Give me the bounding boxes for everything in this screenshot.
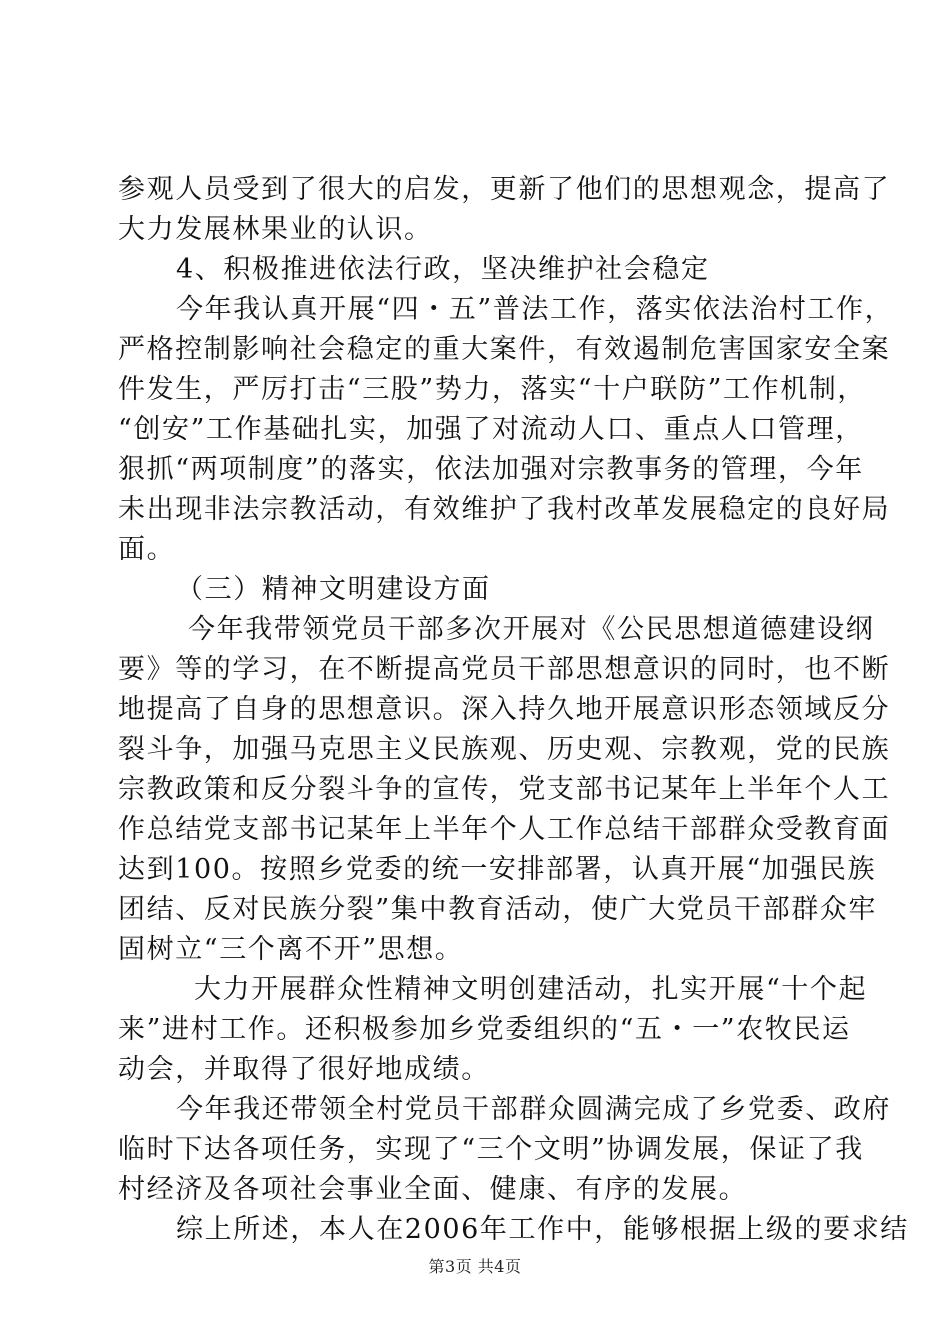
text-line: 动会，并取得了很好地成绩。 [118,1054,490,1085]
text-line: 今年我还带领全村党员干部群众圆满完成了乡党委、政府 [176,1094,891,1125]
text-line: 村经济及各项社会事业全面、健康、有序的发展。 [118,1174,748,1205]
text-line: 未出现非法宗教活动，有效维护了我村改革发展稳定的良好局 [118,494,891,525]
text-line: 严格控制影响社会稳定的重大案件，有效遏制危害国家安全案 [118,334,891,365]
page-number-footer: 第3页 共4页 [428,1257,522,1276]
text-line: 固树立“三个离不开”思想。 [118,934,464,965]
text-line: “创安”工作基础扎实，加强了对流动人口、重点人口管理， [118,414,864,445]
text-line: 件发生，严厉打击“三股”势力，落实“十户联防”工作机制， [118,374,867,405]
text-line: 今年我带领党员干部多次开展对《公民思想道德建设纲 [188,614,875,645]
text-line: 作总结党支部书记某年上半年个人工作总结干部群众受教育面 [118,814,891,845]
text-line: 狠抓“两项制度”的落实，依法加强对宗教事务的管理，今年 [118,454,864,485]
text-line: 团结、反对民族分裂”集中教育活动，使广大党员干部群众牢 [118,894,878,925]
text-line: 面。 [118,534,176,565]
text-line: 裂斗争，加强马克思主义民族观、历史观、宗教观，党的民族 [118,734,891,765]
text-line: 宗教政策和反分裂斗争的宣传，党支部书记某年上半年个人工 [118,774,891,805]
text-line: 今年我认真开展“四・五”普法工作，落实依法治村工作， [176,294,894,325]
section-heading: （三）精神文明建设方面 [176,574,491,605]
text-line: 达到100。按照乡党委的统一安排部署，认真开展“加强民族 [118,854,877,885]
text-line: 大力开展群众性精神文明创建活动，扎实开展“十个起 [194,974,868,1005]
text-line: 来”进村工作。还积极参加乡党委组织的“五・一”农牧民运 [118,1014,851,1045]
text-line: 综上所述，本人在2006年工作中，能够根据上级的要求结 [176,1214,909,1245]
text-line: 要》等的学习，在不断提高党员干部思想意识的同时，也不断 [118,654,891,685]
text-line: 临时下达各项任务，实现了“三个文明”协调发展，保证了我 [118,1134,864,1165]
section-heading: 4、积极推进依法行政，坚决维护社会稳定 [176,254,710,285]
text-line: 参观人员受到了很大的启发，更新了他们的思想观念，提高了 [118,174,891,205]
text-line: 大力发展林果业的认识。 [118,214,433,245]
text-line: 地提高了自身的思想意识。深入持久地开展意识形态领域反分 [118,694,891,725]
